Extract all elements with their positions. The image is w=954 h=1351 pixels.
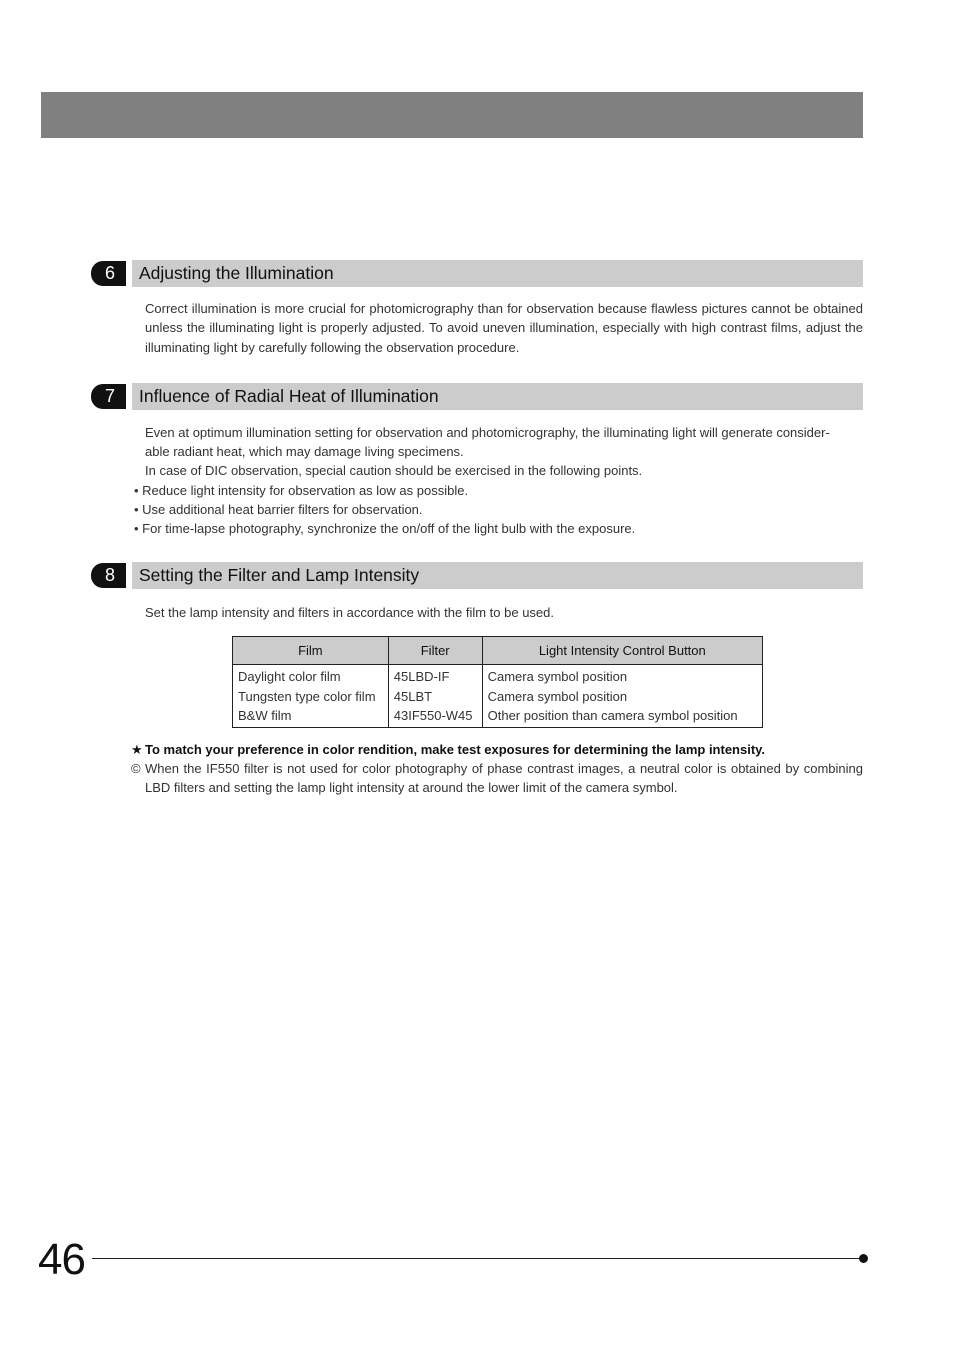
table-row	[233, 706, 763, 727]
section-8-body: Set the lamp intensity and filters in accordance with the film to be used.	[145, 605, 554, 620]
table-header-row	[233, 637, 763, 665]
section-6-body: Correct illumination is more crucial for photomicrography than for observation because flawless pictures cannot be obtained unless the illuminating light is properly adjusted. To avoid uneven illumination, especially with high contrast films, adjust the illuminating light by carefully following the observation procedure.	[145, 301, 863, 355]
table-cell: 45LBD-IF	[388, 665, 482, 687]
section-7-body-line-1: Even at optimum illumination setting for observation and photomicrography, the illuminating light will generate consider-	[145, 425, 830, 440]
section-7-header	[91, 383, 863, 410]
bullet-item: • For time-lapse photography, synchronize the on/off of the light bulb with the exposure.	[134, 521, 636, 536]
footer-dot-icon	[859, 1254, 868, 1263]
section-6-header	[91, 260, 863, 287]
table-cell: 43IF550-W45	[388, 706, 482, 727]
copyright-circle-icon: ©	[131, 761, 141, 776]
table-cell: Other position than camera symbol position	[482, 706, 762, 727]
column-header-film: Film	[233, 637, 389, 665]
note-star	[131, 740, 863, 759]
section-title: Setting the Filter and Lamp Intensity	[139, 565, 420, 585]
section-number-badge: 7	[91, 384, 126, 409]
filter-table	[232, 636, 763, 728]
bullet-item: • Use additional heat barrier filters for observation.	[134, 502, 423, 517]
footer-rule	[92, 1258, 862, 1259]
note-star-text: To match your preference in color rendition, make test exposures for determining the lamp intensity.	[145, 742, 766, 757]
top-banner	[41, 92, 863, 138]
column-header-filter: Filter	[388, 637, 482, 665]
table-row	[233, 665, 763, 687]
table-cell: B&W film	[233, 706, 389, 727]
section-7-body-line-3: In case of DIC observation, special caution should be exercised in the following points.	[145, 463, 643, 478]
table-cell: 45LBT	[388, 687, 482, 707]
page-number: 46	[38, 1235, 85, 1284]
section-8-header	[91, 562, 863, 589]
note-circle-text: When the IF550 filter is not used for color photography of phase contrast images, a neutral color is obtained by combining LBD filters and setting the lamp light intensity at around the lower limit of the camera symbol.	[145, 761, 863, 796]
column-header-light-intensity: Light Intensity Control Button	[482, 637, 762, 665]
table-cell: Tungsten type color film	[233, 687, 389, 707]
star-icon: ★	[131, 742, 143, 757]
table-cell: Camera symbol position	[482, 687, 762, 707]
section-title: Adjusting the Illumination	[139, 263, 334, 283]
bullet-item: • Reduce light intensity for observation as low as possible.	[134, 483, 469, 498]
table-cell: Daylight color film	[233, 665, 389, 687]
table-cell: Camera symbol position	[482, 665, 762, 687]
section-title: Influence of Radial Heat of Illumination	[139, 386, 439, 406]
section-number-badge: 8	[91, 563, 126, 588]
section-number-badge: 6	[91, 261, 126, 286]
section-7-body-line-2: able radiant heat, which may damage living specimens.	[145, 444, 464, 459]
table-row	[233, 687, 763, 707]
